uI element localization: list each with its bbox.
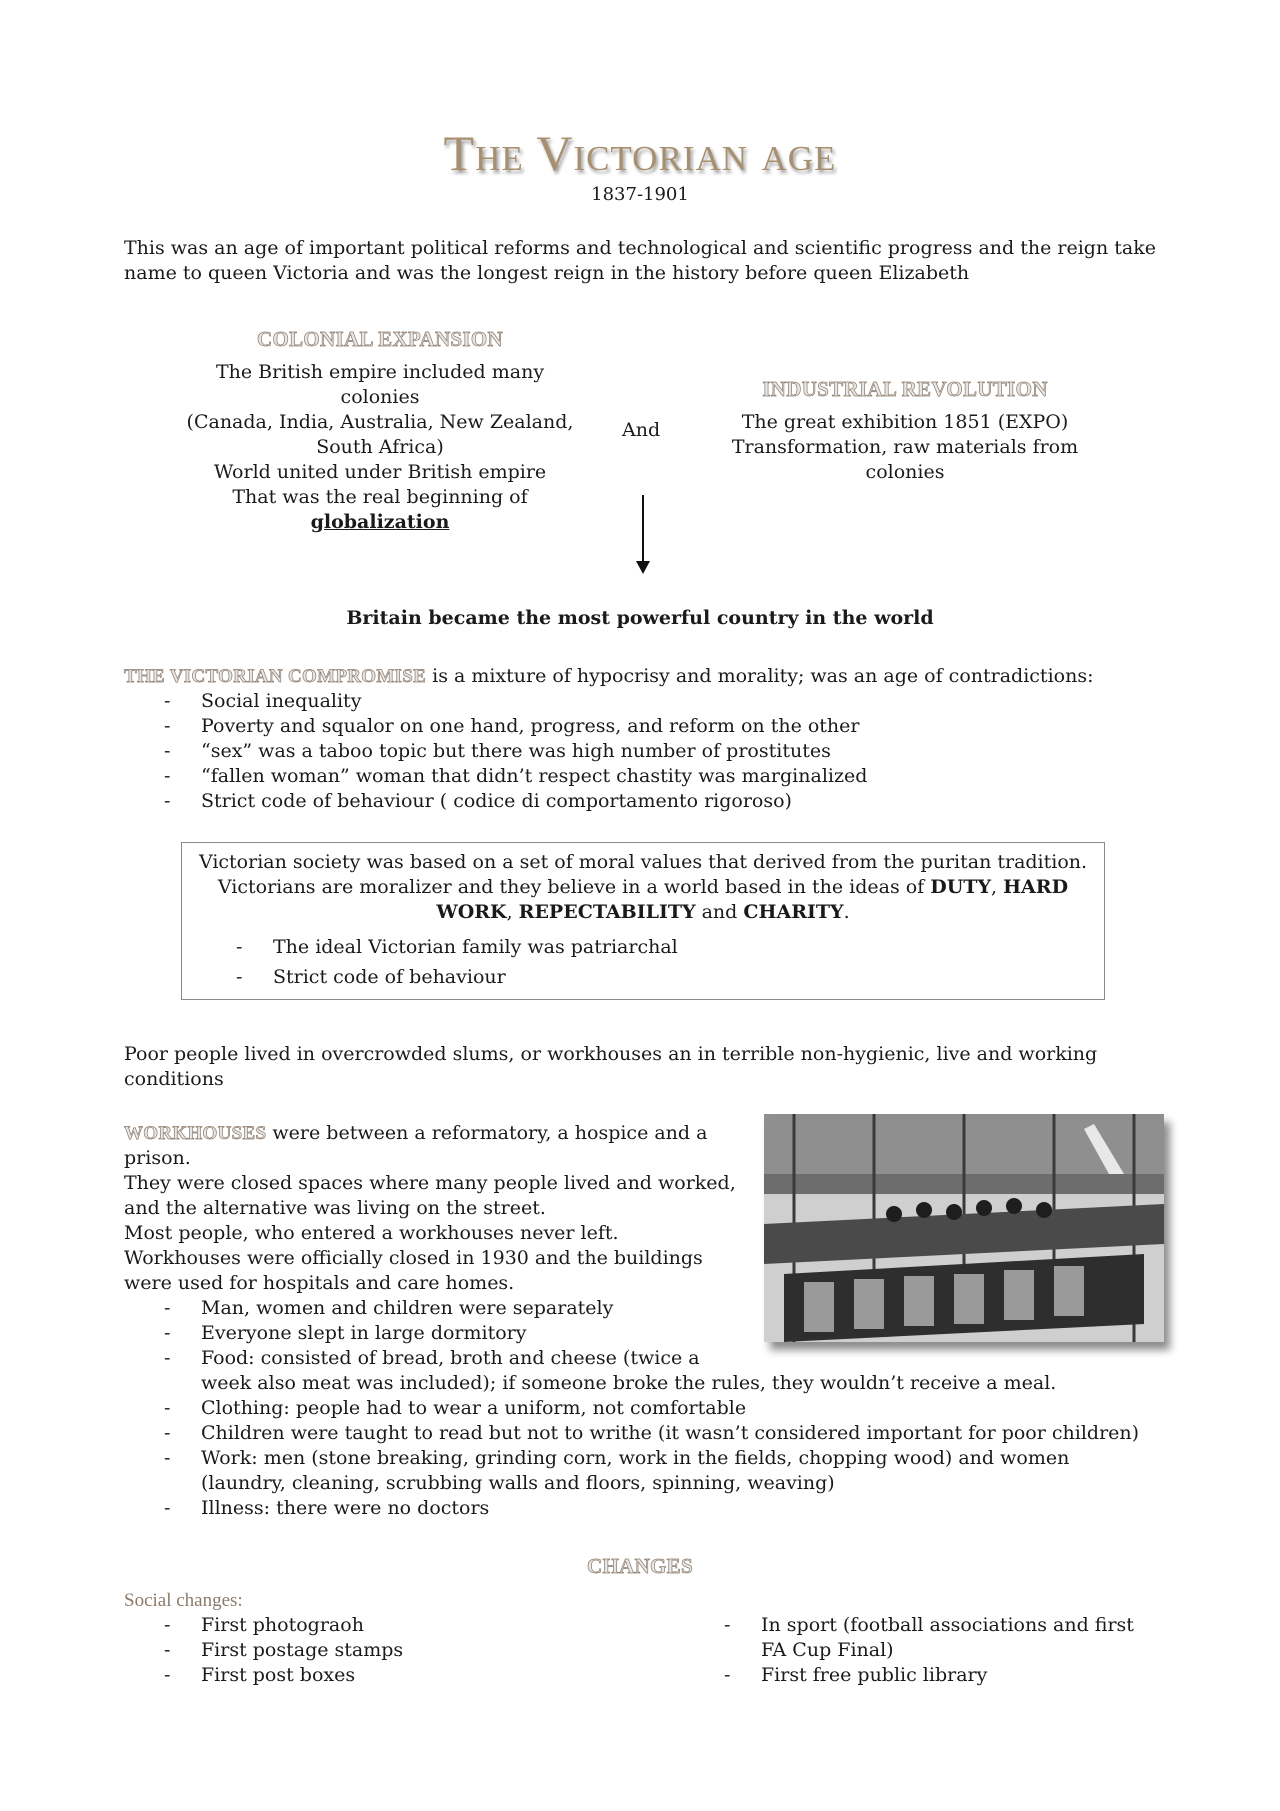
comma: , [506, 901, 519, 923]
list-item: - First free public library [684, 1663, 1204, 1688]
list-item: - Strict code of behaviour ( codice di comportamento rigoroso) [124, 789, 1164, 814]
box-line-2 [190, 875, 1096, 900]
list-item: - First postage stamps [124, 1638, 644, 1663]
list-item-continuation: (laundry, cleaning, scrubbing walls and floors, spinning, weaving) [201, 1472, 835, 1494]
and-text: and [695, 901, 744, 923]
colonial-line: colonies [340, 386, 420, 408]
box-text [190, 850, 1096, 925]
list-item-continuation: FA Cup Final) [761, 1639, 894, 1661]
colonial-line: (Canada, India, Australia, New Zealand, [186, 411, 574, 433]
workhouses-line: Workhouses were officially closed in 1930 and the buildings [124, 1247, 703, 1269]
industrial-heading: INDUSTRIAL REVOLUTION [762, 377, 1048, 401]
workhouses-list [124, 1296, 1204, 1521]
colonial-line: South Africa) [316, 436, 444, 458]
list-item-continuation: week also meat was included); if someone broke the rules, they wouldn’t receive a meal. [201, 1372, 1057, 1394]
list-item: - Man, women and children were separately [124, 1296, 1204, 1321]
box-line-1: Victorian society was based on a set of moral values that derived from the puritan tradition. [198, 851, 1088, 873]
box-line-3 [190, 900, 1096, 925]
colonial-heading: COLONIAL EXPANSION [257, 327, 503, 351]
box-list [196, 932, 1076, 992]
colonial-line: That was the real beginning of [232, 486, 528, 508]
workhouses-line [124, 1121, 754, 1146]
list-item: - Clothing: people had to wear a uniform, not comfortable [124, 1396, 1204, 1421]
list-item [124, 1446, 1204, 1496]
list-item [124, 1346, 1204, 1396]
workhouses-paragraph [124, 1121, 754, 1296]
list-item-text: - In sport (football associations and first [761, 1614, 1134, 1636]
charity-keyword: CHARITY [743, 901, 844, 923]
workhouses-heading: WORKHOUSES [124, 1123, 267, 1144]
list-item: - Everyone slept in large dormitory [124, 1321, 1204, 1346]
box-line-2-text: Victorians are moralizer and they believe in a world based in the ideas of [217, 876, 931, 898]
workhouses-line: were used for hospitals and care homes. [124, 1272, 515, 1294]
comma: , [991, 876, 1004, 898]
compromise-text: is a mixture of hypocrisy and morality; was an age of contradictions: [426, 665, 1094, 687]
workhouses-line: Most people, who entered a workhouses never left. [124, 1222, 619, 1244]
compromise-heading: THE VICTORIAN COMPROMISE [124, 666, 427, 687]
list-item: - Strict code of behaviour [196, 962, 1076, 992]
compromise-paragraph [124, 664, 1164, 689]
list-item: - “fallen woman” woman that didn’t respect chastity was marginalized [124, 764, 1164, 789]
list-item: - Social inequality [124, 689, 1164, 714]
respectability-keyword: REPECTABILITY [518, 901, 696, 923]
workhouses-line: and the alternative was living on the street. [124, 1197, 546, 1219]
workhouses-line: They were closed spaces where many people lived and worked, [124, 1172, 736, 1194]
list-item: - Poverty and squalor on one hand, progress, and reform on the other [124, 714, 1164, 739]
colonial-line: World united under British empire [213, 461, 547, 483]
arrow-head-icon [636, 561, 650, 574]
list-item: - Children were taught to read but not to writhe (it wasn’t considered important for poor children) [124, 1421, 1204, 1446]
list-item: - First post boxes [124, 1663, 644, 1688]
list-item-text: - Food: consisted of bread, broth and cheese (twice a [201, 1347, 700, 1369]
compromise-list [124, 689, 1164, 814]
hard-keyword: HARD [1003, 876, 1069, 898]
colonial-text [170, 360, 590, 535]
intro-paragraph: This was an age of important political reforms and technological and scientific progress and the reign take name to queen Victoria and was the longest reign in the history before queen Elizabeth [124, 237, 1156, 284]
list-item-text: - Work: men (stone breaking, grinding corn, work in the fields, chopping wood) and women [201, 1447, 1070, 1469]
poor-paragraph: Poor people lived in overcrowded slums, or workhouses an in terrible non-hygienic, live and working conditions [124, 1043, 1098, 1090]
duty-keyword: DUTY [930, 876, 992, 898]
workhouses-line: prison. [124, 1147, 191, 1169]
social-changes-label: Social changes: [124, 1590, 243, 1611]
arrow-down-icon [642, 495, 644, 561]
work-keyword: WORK [436, 901, 507, 923]
globalization-keyword: globalization [310, 511, 450, 533]
changes-heading: CHANGES [587, 1554, 693, 1578]
list-item: - Illness: there were no doctors [124, 1496, 1204, 1521]
colonial-line: The British empire included many [215, 361, 545, 383]
workhouses-line-text: were between a reformatory, a hospice and a [266, 1122, 708, 1144]
period: . [843, 901, 850, 923]
and-label: And [622, 419, 661, 441]
page-title: The Victorian age [443, 125, 837, 181]
changes-left-list [124, 1613, 644, 1688]
list-item [684, 1613, 1204, 1663]
list-item: - The ideal Victorian family was patriarchal [196, 932, 1076, 962]
list-item: - “sex” was a taboo topic but there was high number of prostitutes [124, 739, 1164, 764]
conclusion: Britain became the most powerful country in the world [346, 607, 934, 629]
industrial-line: colonies [865, 461, 945, 483]
industrial-line: The great exhibition 1851 (EXPO) [741, 411, 1069, 433]
industrial-text [700, 410, 1110, 485]
list-item: - First photograoh [124, 1613, 644, 1638]
changes-right-list [684, 1613, 1204, 1688]
industrial-line: Transformation, raw materials from [731, 436, 1079, 458]
years: 1837-1901 [591, 184, 689, 205]
